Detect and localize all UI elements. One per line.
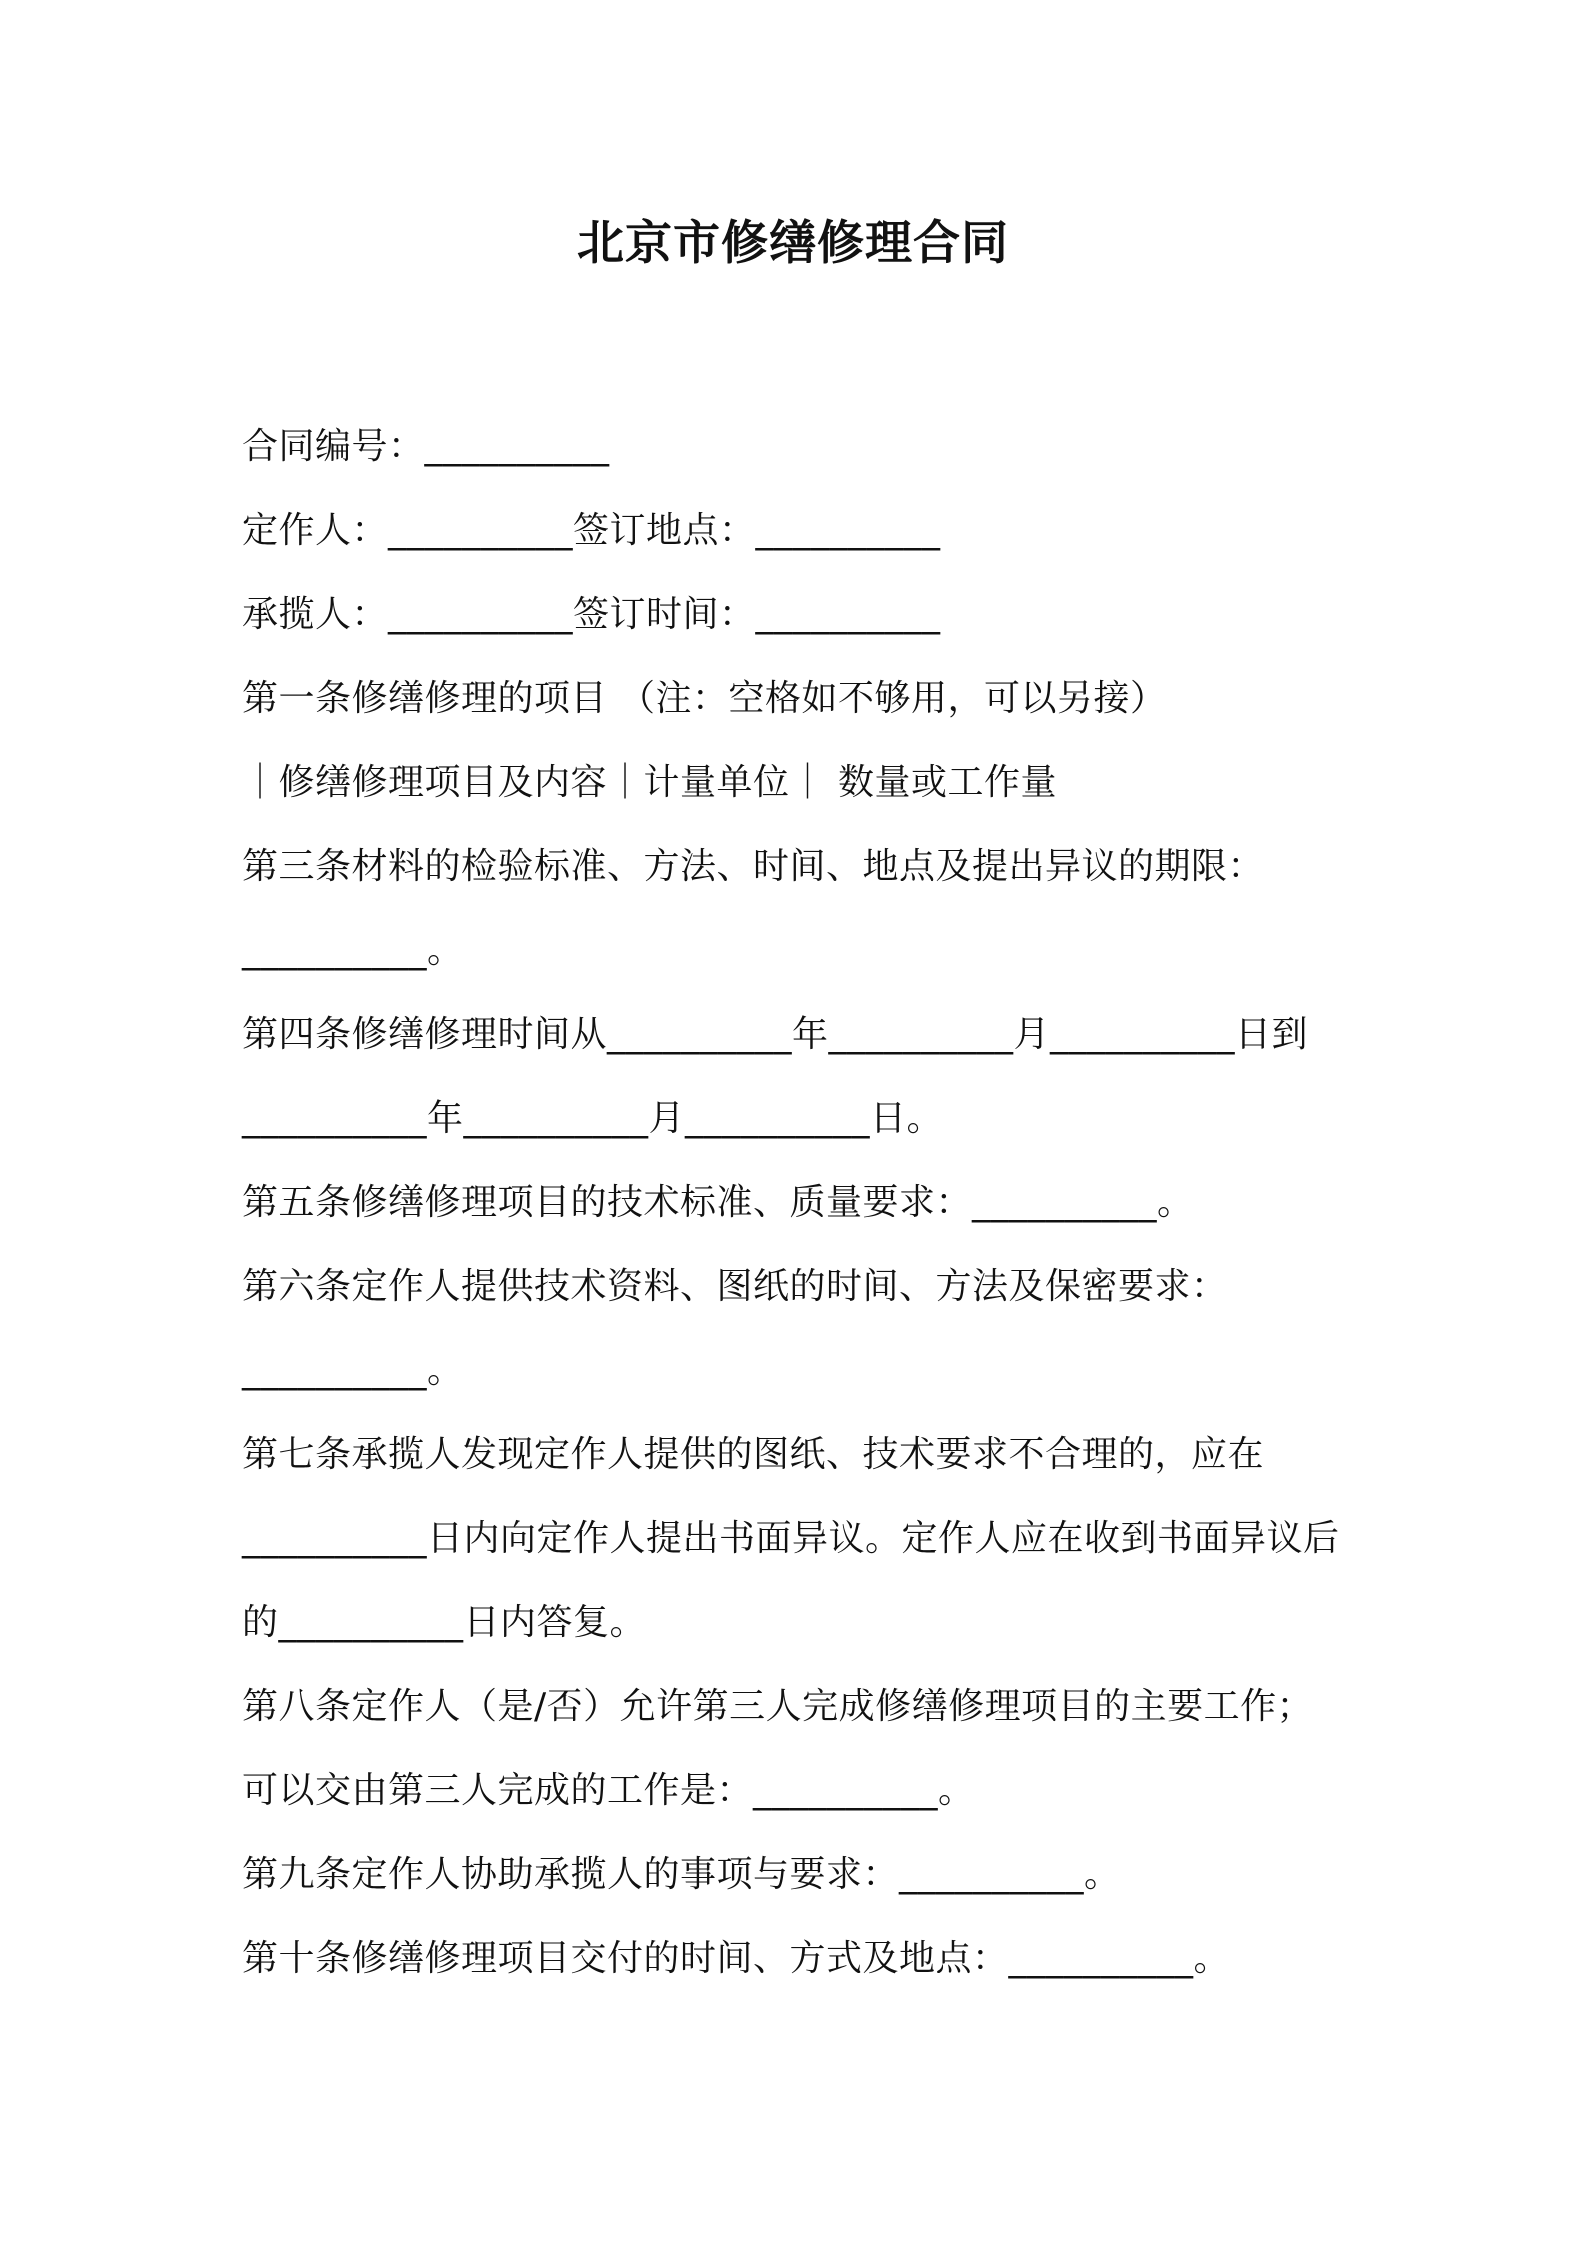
contractor-line: 承揽人：__________签订时间：__________ xyxy=(242,594,941,635)
article-3-line: 第三条材料的检验标准、方法、时间、地点及提出异议的期限： xyxy=(242,846,1265,887)
document-body xyxy=(242,405,1362,2001)
article-6-line: 第六条定作人提供技术资料、图纸的时间、方法及保密要求： xyxy=(242,1266,1228,1307)
article-8-continuation-line: 可以交由第三人完成的工作是：__________。 xyxy=(242,1770,975,1811)
article-4-line: 第四条修缮修理时间从__________年__________月__________日到 xyxy=(242,1014,1309,1055)
article-10-line: 第十条修缮修理项目交付的时间、方式及地点：__________。 xyxy=(242,1938,1231,1979)
document-title: 北京市修缮修理合同 xyxy=(577,216,1009,271)
article-9-line: 第九条定作人协助承揽人的事项与要求：__________。 xyxy=(242,1854,1121,1895)
orderer-line: 定作人：__________签订地点：__________ xyxy=(242,510,941,551)
article-7-continuation-line: __________日内向定作人提出书面异议。定作人应在收到书面异议后 xyxy=(242,1518,1340,1559)
article-7-end-line: 的__________日内答复。 xyxy=(242,1602,647,1643)
article-6-blank-line: __________。 xyxy=(242,1350,464,1391)
article-4-continuation-line: __________年__________月__________日。 xyxy=(242,1098,943,1139)
contract-number-line: 合同编号：__________ xyxy=(242,426,610,467)
article-5-line: 第五条修缮修理项目的技术标准、质量要求：__________。 xyxy=(242,1182,1194,1223)
article-1-line: 第一条修缮修理的项目 （注：空格如不够用，可以另接） xyxy=(242,678,1167,719)
items-header-line: ｜修缮修理项目及内容｜计量单位｜ 数量或工作量 xyxy=(242,762,1057,803)
article-8-line: 第八条定作人（是/否）允许第三人完成修缮修理项目的主要工作； xyxy=(242,1686,1314,1727)
article-7-line: 第七条承揽人发现定作人提供的图纸、技术要求不合理的，应在 xyxy=(242,1434,1265,1475)
article-3-blank-line: __________。 xyxy=(242,930,464,971)
